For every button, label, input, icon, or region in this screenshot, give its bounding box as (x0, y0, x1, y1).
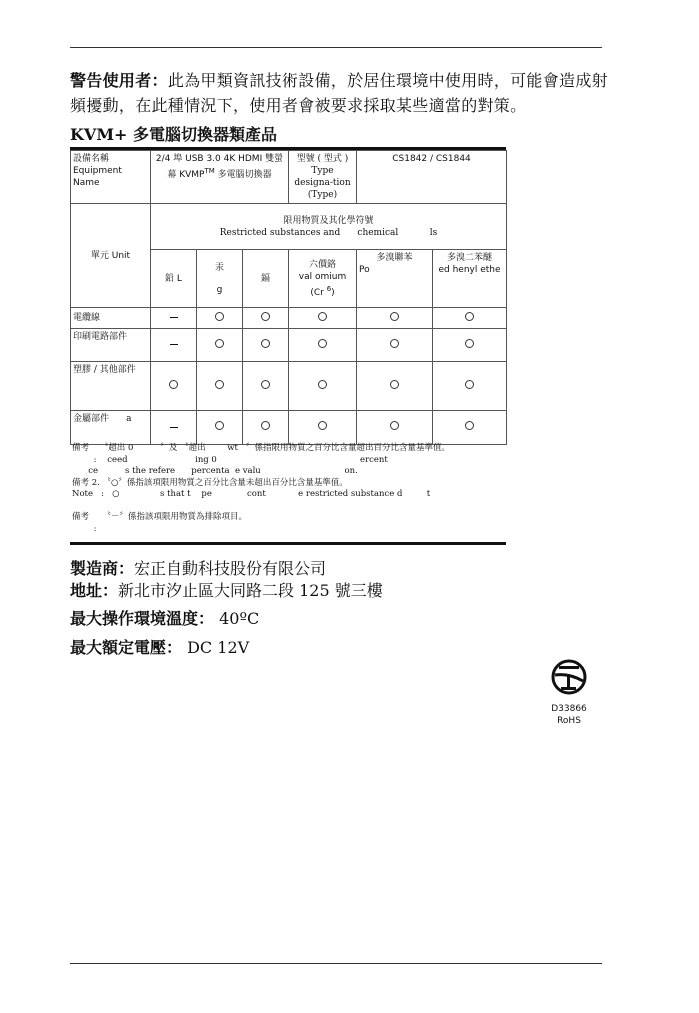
rohs-table-wrap (70, 147, 506, 445)
dash-mark (170, 317, 178, 318)
note-line: ce s the refere percenta e valu on. (72, 466, 358, 476)
circle-mark (318, 312, 327, 321)
circle-mark (390, 312, 399, 321)
mark-cell (197, 362, 243, 411)
mark-cell (197, 329, 243, 362)
mark-cell (357, 329, 433, 362)
table-bottom-rule (70, 542, 506, 545)
mark-cell (433, 411, 507, 445)
substance-mercury-label: 汞 (214, 262, 224, 273)
substance-pbde-en: ed henyl ethe (438, 265, 501, 275)
mark-cell (433, 329, 507, 362)
rohs-label: RoHS (557, 716, 581, 726)
circle-mark (261, 339, 270, 348)
circle-mark (261, 380, 270, 389)
warning-label: 警告使用者： (70, 71, 168, 90)
note-line (72, 501, 502, 513)
equipment-value-1: 2/4 埠 USB 3.0 4K HDMI 雙螢 (155, 154, 284, 164)
note-line: : (72, 523, 97, 534)
mark-cell (433, 308, 507, 329)
equipment-label-zh: 設備名稱 (73, 154, 110, 164)
equipment-value-cell (151, 151, 289, 204)
circle-mark (318, 421, 327, 430)
circle-mark (215, 421, 224, 430)
note-line: 備考 2. 〝○〞係指該項限用物質之百分比含量未超出百分比含量基準值。 (72, 477, 348, 488)
substance-lead-label: 鉛 L (165, 273, 182, 284)
part-pcb: 印刷電路部件 (71, 329, 151, 362)
circle-mark (318, 380, 327, 389)
restricted-en: Restricted substances and chemical ls (219, 227, 438, 238)
mark-cell (151, 362, 197, 411)
max-voltage-value: DC 12V (182, 638, 250, 657)
mark-cell (289, 362, 357, 411)
mark-cell (197, 308, 243, 329)
note-line: 備考 〝超出 0 〞及 〝超出 wt 〞係指限用物質之百分比含量超出百分比含量基準值。 (72, 443, 451, 453)
circle-mark (169, 380, 178, 389)
mark-cell (433, 362, 507, 411)
manufacturer-label: 製造商： (70, 559, 135, 578)
substance-pbde-label: 多溴二苯醚 (446, 253, 492, 263)
max-temp-line (70, 606, 259, 629)
equipment-label-en-1: Equipment (73, 166, 122, 176)
cr-close: ) (331, 287, 335, 298)
table-row (71, 411, 507, 445)
equipment-value-2b: 多電腦切換器 (214, 170, 272, 180)
mark-cell (151, 329, 197, 362)
max-temp-label: 最大操作環境溫度： (70, 609, 215, 628)
circle-mark (318, 339, 327, 348)
circle-mark (215, 312, 224, 321)
max-voltage-line (70, 635, 249, 658)
substance-chromium-en: val omium (298, 271, 347, 282)
max-temp-value: 40ºC (214, 609, 260, 628)
circle-mark (215, 380, 224, 389)
max-voltage-label: 最大額定電壓： (70, 638, 183, 657)
circle-mark (465, 339, 474, 348)
restricted-zh: 限用物質及其化學符號 (283, 215, 374, 226)
substance-pbb (357, 250, 433, 308)
type-label-en: Type designa-tion (Type) (294, 166, 351, 200)
circle-mark (261, 421, 270, 430)
substance-chromium (289, 250, 357, 308)
manufacturer-value: 宏正自動科技股份有限公司 (134, 559, 327, 578)
footer-rule (70, 963, 602, 964)
mark-cell (243, 329, 289, 362)
unit-label: 單元 Unit (71, 204, 151, 308)
mark-cell (197, 411, 243, 445)
type-label-zh: 型號 ( 型式 ) (296, 154, 349, 164)
type-value-cell: CS1842 / CS1844 (357, 151, 507, 204)
bsmi-mark (540, 655, 598, 727)
circle-mark (390, 421, 399, 430)
mark-cell (289, 329, 357, 362)
equipment-label-en-2: Name (73, 178, 100, 188)
mark-cell (243, 308, 289, 329)
substance-mercury (197, 250, 243, 308)
rohs-table (70, 150, 507, 445)
table-notes (72, 443, 502, 535)
header-rule (70, 47, 602, 48)
mark-cell (357, 362, 433, 411)
circle-mark (261, 312, 270, 321)
mark-cell (151, 411, 197, 445)
note-line: : ceed ing 0 ercent (72, 454, 388, 465)
bsmi-logo-icon (549, 655, 589, 699)
warning-text: 此為甲類資訊技術設備，於居住環境中使用時，可能會造成射頻擾動，在此種情況下，使用者會被要求採取某些適當的對策。 (70, 71, 608, 115)
warning-paragraph (70, 68, 610, 118)
table-row-restricted-header (71, 204, 507, 250)
circle-mark (465, 421, 474, 430)
circle-mark (465, 380, 474, 389)
table-row (71, 362, 507, 411)
address-line (70, 578, 383, 601)
mark-cell (357, 411, 433, 445)
type-label-cell (289, 151, 357, 204)
substance-chromium-label: 六價鉻 (308, 259, 336, 270)
equipment-value-2 (153, 165, 286, 181)
address-label: 地址： (70, 581, 119, 600)
mark-cell (289, 308, 357, 329)
substance-pbde (433, 250, 507, 308)
substance-chromium-symbol (291, 283, 354, 299)
part-cable: 電纜線 (71, 308, 151, 329)
product-title: KVM+ 多電腦切換器類產品 (70, 125, 278, 144)
mark-cell (289, 411, 357, 445)
restricted-header-cell (151, 204, 507, 250)
cr-sup: 6 (326, 284, 332, 293)
address-value: 新北市汐止區大同路二段 125 號三樓 (118, 581, 383, 600)
dash-mark (170, 344, 178, 345)
part-plastic: 塑膠 / 其他部件 (71, 362, 151, 411)
table-row (71, 308, 507, 329)
substance-mercury-en: g (216, 284, 223, 295)
dash-mark (170, 427, 178, 428)
manufacturer-line (70, 556, 326, 579)
bsmi-code: D33866 (551, 704, 587, 714)
mark-cell (357, 308, 433, 329)
substance-lead (151, 250, 197, 308)
note-line: 備考 〝－〞係指該項限用物質為排除項目。 (72, 512, 248, 522)
mark-cell (243, 411, 289, 445)
substance-pbb-label: 多溴聯苯 (376, 253, 413, 263)
table-row-equipment (71, 151, 507, 204)
equipment-value-2a: 幕 KVMP (167, 170, 205, 180)
circle-mark (215, 339, 224, 348)
mark-cell (151, 308, 197, 329)
circle-mark (390, 339, 399, 348)
mark-cell (243, 362, 289, 411)
note-line: Note : ○ s that t pe cont e restricted substance d t (72, 489, 431, 499)
substance-cadmium-label: 鎘 (260, 273, 270, 284)
circle-mark (390, 380, 399, 389)
trademark-sup: TM (204, 167, 215, 175)
table-row (71, 329, 507, 362)
part-metal: 金屬部件 a (71, 411, 151, 445)
circle-mark (465, 312, 474, 321)
substance-cadmium (243, 250, 289, 308)
cr-symbol: (Cr (310, 287, 327, 298)
equipment-label-cell (71, 151, 151, 204)
substance-pbb-en: Po (359, 265, 370, 275)
